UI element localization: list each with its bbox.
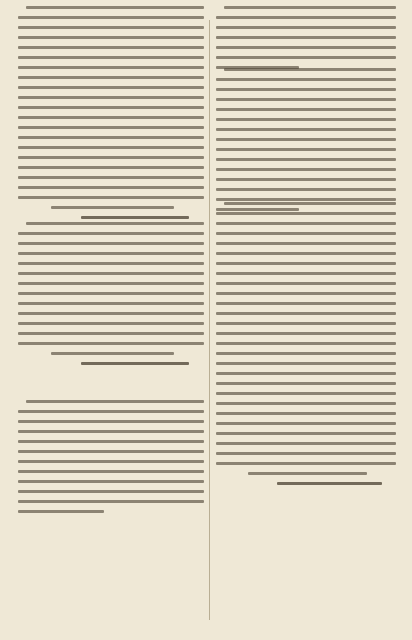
place-date-line xyxy=(51,206,174,209)
text-line xyxy=(216,56,396,59)
text-line xyxy=(216,36,396,39)
text-line xyxy=(18,490,204,493)
text-line xyxy=(216,108,396,111)
text-line xyxy=(18,196,204,199)
text-line xyxy=(18,252,204,255)
text-line xyxy=(18,46,204,49)
text-line xyxy=(216,442,396,445)
text-line xyxy=(18,510,104,513)
text-line xyxy=(216,16,396,19)
text-line xyxy=(18,440,204,443)
text-line xyxy=(216,452,396,455)
text-line xyxy=(216,372,396,375)
text-line xyxy=(18,156,204,159)
text-line xyxy=(18,480,204,483)
text-line xyxy=(216,178,396,181)
report-paragraph xyxy=(18,400,204,520)
text-line xyxy=(18,262,204,265)
left-column xyxy=(18,0,204,640)
text-line xyxy=(216,98,396,101)
text-line xyxy=(18,272,204,275)
text-line xyxy=(216,242,396,245)
text-line xyxy=(216,282,396,285)
text-line xyxy=(18,66,204,69)
text-line xyxy=(216,148,396,151)
text-line xyxy=(18,460,204,463)
text-line xyxy=(18,166,204,169)
text-line xyxy=(18,470,204,473)
text-line xyxy=(18,146,204,149)
text-line xyxy=(224,6,396,9)
column-divider xyxy=(209,20,210,620)
text-line xyxy=(18,16,204,19)
text-line xyxy=(18,96,204,99)
text-line xyxy=(18,322,204,325)
text-line xyxy=(216,232,396,235)
text-line xyxy=(18,116,204,119)
text-line xyxy=(216,352,396,355)
text-line xyxy=(224,68,396,71)
text-line xyxy=(216,432,396,435)
text-line xyxy=(26,222,204,225)
text-line xyxy=(216,46,396,49)
text-line xyxy=(216,252,396,255)
right-column xyxy=(216,0,396,640)
text-line xyxy=(18,36,204,39)
text-line xyxy=(216,222,396,225)
text-line xyxy=(216,292,396,295)
text-line xyxy=(216,332,396,335)
text-line xyxy=(216,118,396,121)
text-line xyxy=(18,500,204,503)
text-line xyxy=(18,232,204,235)
text-line xyxy=(18,450,204,453)
text-line xyxy=(18,342,204,345)
text-line xyxy=(216,302,396,305)
report-paragraph xyxy=(18,222,204,372)
text-line xyxy=(18,106,204,109)
text-line xyxy=(18,26,204,29)
text-line xyxy=(216,422,396,425)
text-line xyxy=(216,342,396,345)
text-line xyxy=(216,158,396,161)
text-line xyxy=(18,430,204,433)
report-paragraph xyxy=(216,68,396,218)
place-date-line xyxy=(51,352,174,355)
text-line xyxy=(18,136,204,139)
text-line xyxy=(216,212,396,215)
text-line xyxy=(18,332,204,335)
text-line xyxy=(26,6,204,9)
text-line xyxy=(18,282,204,285)
text-line xyxy=(18,56,204,59)
text-line xyxy=(216,272,396,275)
text-line xyxy=(18,312,204,315)
report-paragraph xyxy=(18,6,204,226)
text-line xyxy=(26,400,204,403)
text-line xyxy=(216,26,396,29)
text-line xyxy=(216,412,396,415)
text-line xyxy=(18,242,204,245)
text-line xyxy=(216,88,396,91)
text-line xyxy=(18,420,204,423)
text-line xyxy=(216,128,396,131)
text-line xyxy=(18,292,204,295)
text-line xyxy=(18,126,204,129)
text-line xyxy=(18,186,204,189)
signature-line xyxy=(81,362,189,365)
report-paragraph xyxy=(216,202,396,492)
text-line xyxy=(216,168,396,171)
text-line xyxy=(216,402,396,405)
text-line xyxy=(216,392,396,395)
text-line xyxy=(216,138,396,141)
text-line xyxy=(216,312,396,315)
place-date-line xyxy=(248,472,367,475)
signature-line xyxy=(277,482,381,485)
text-line xyxy=(18,86,204,89)
text-line xyxy=(18,302,204,305)
text-line xyxy=(216,322,396,325)
text-line xyxy=(224,202,396,205)
text-line xyxy=(216,198,396,201)
text-line xyxy=(216,362,396,365)
text-line xyxy=(216,382,396,385)
text-line xyxy=(18,410,204,413)
text-line xyxy=(18,176,204,179)
text-line xyxy=(18,76,204,79)
text-line xyxy=(216,188,396,191)
text-line xyxy=(216,462,396,465)
text-line xyxy=(216,78,396,81)
text-line xyxy=(216,262,396,265)
signature-line xyxy=(81,216,189,219)
report-paragraph xyxy=(216,6,396,76)
